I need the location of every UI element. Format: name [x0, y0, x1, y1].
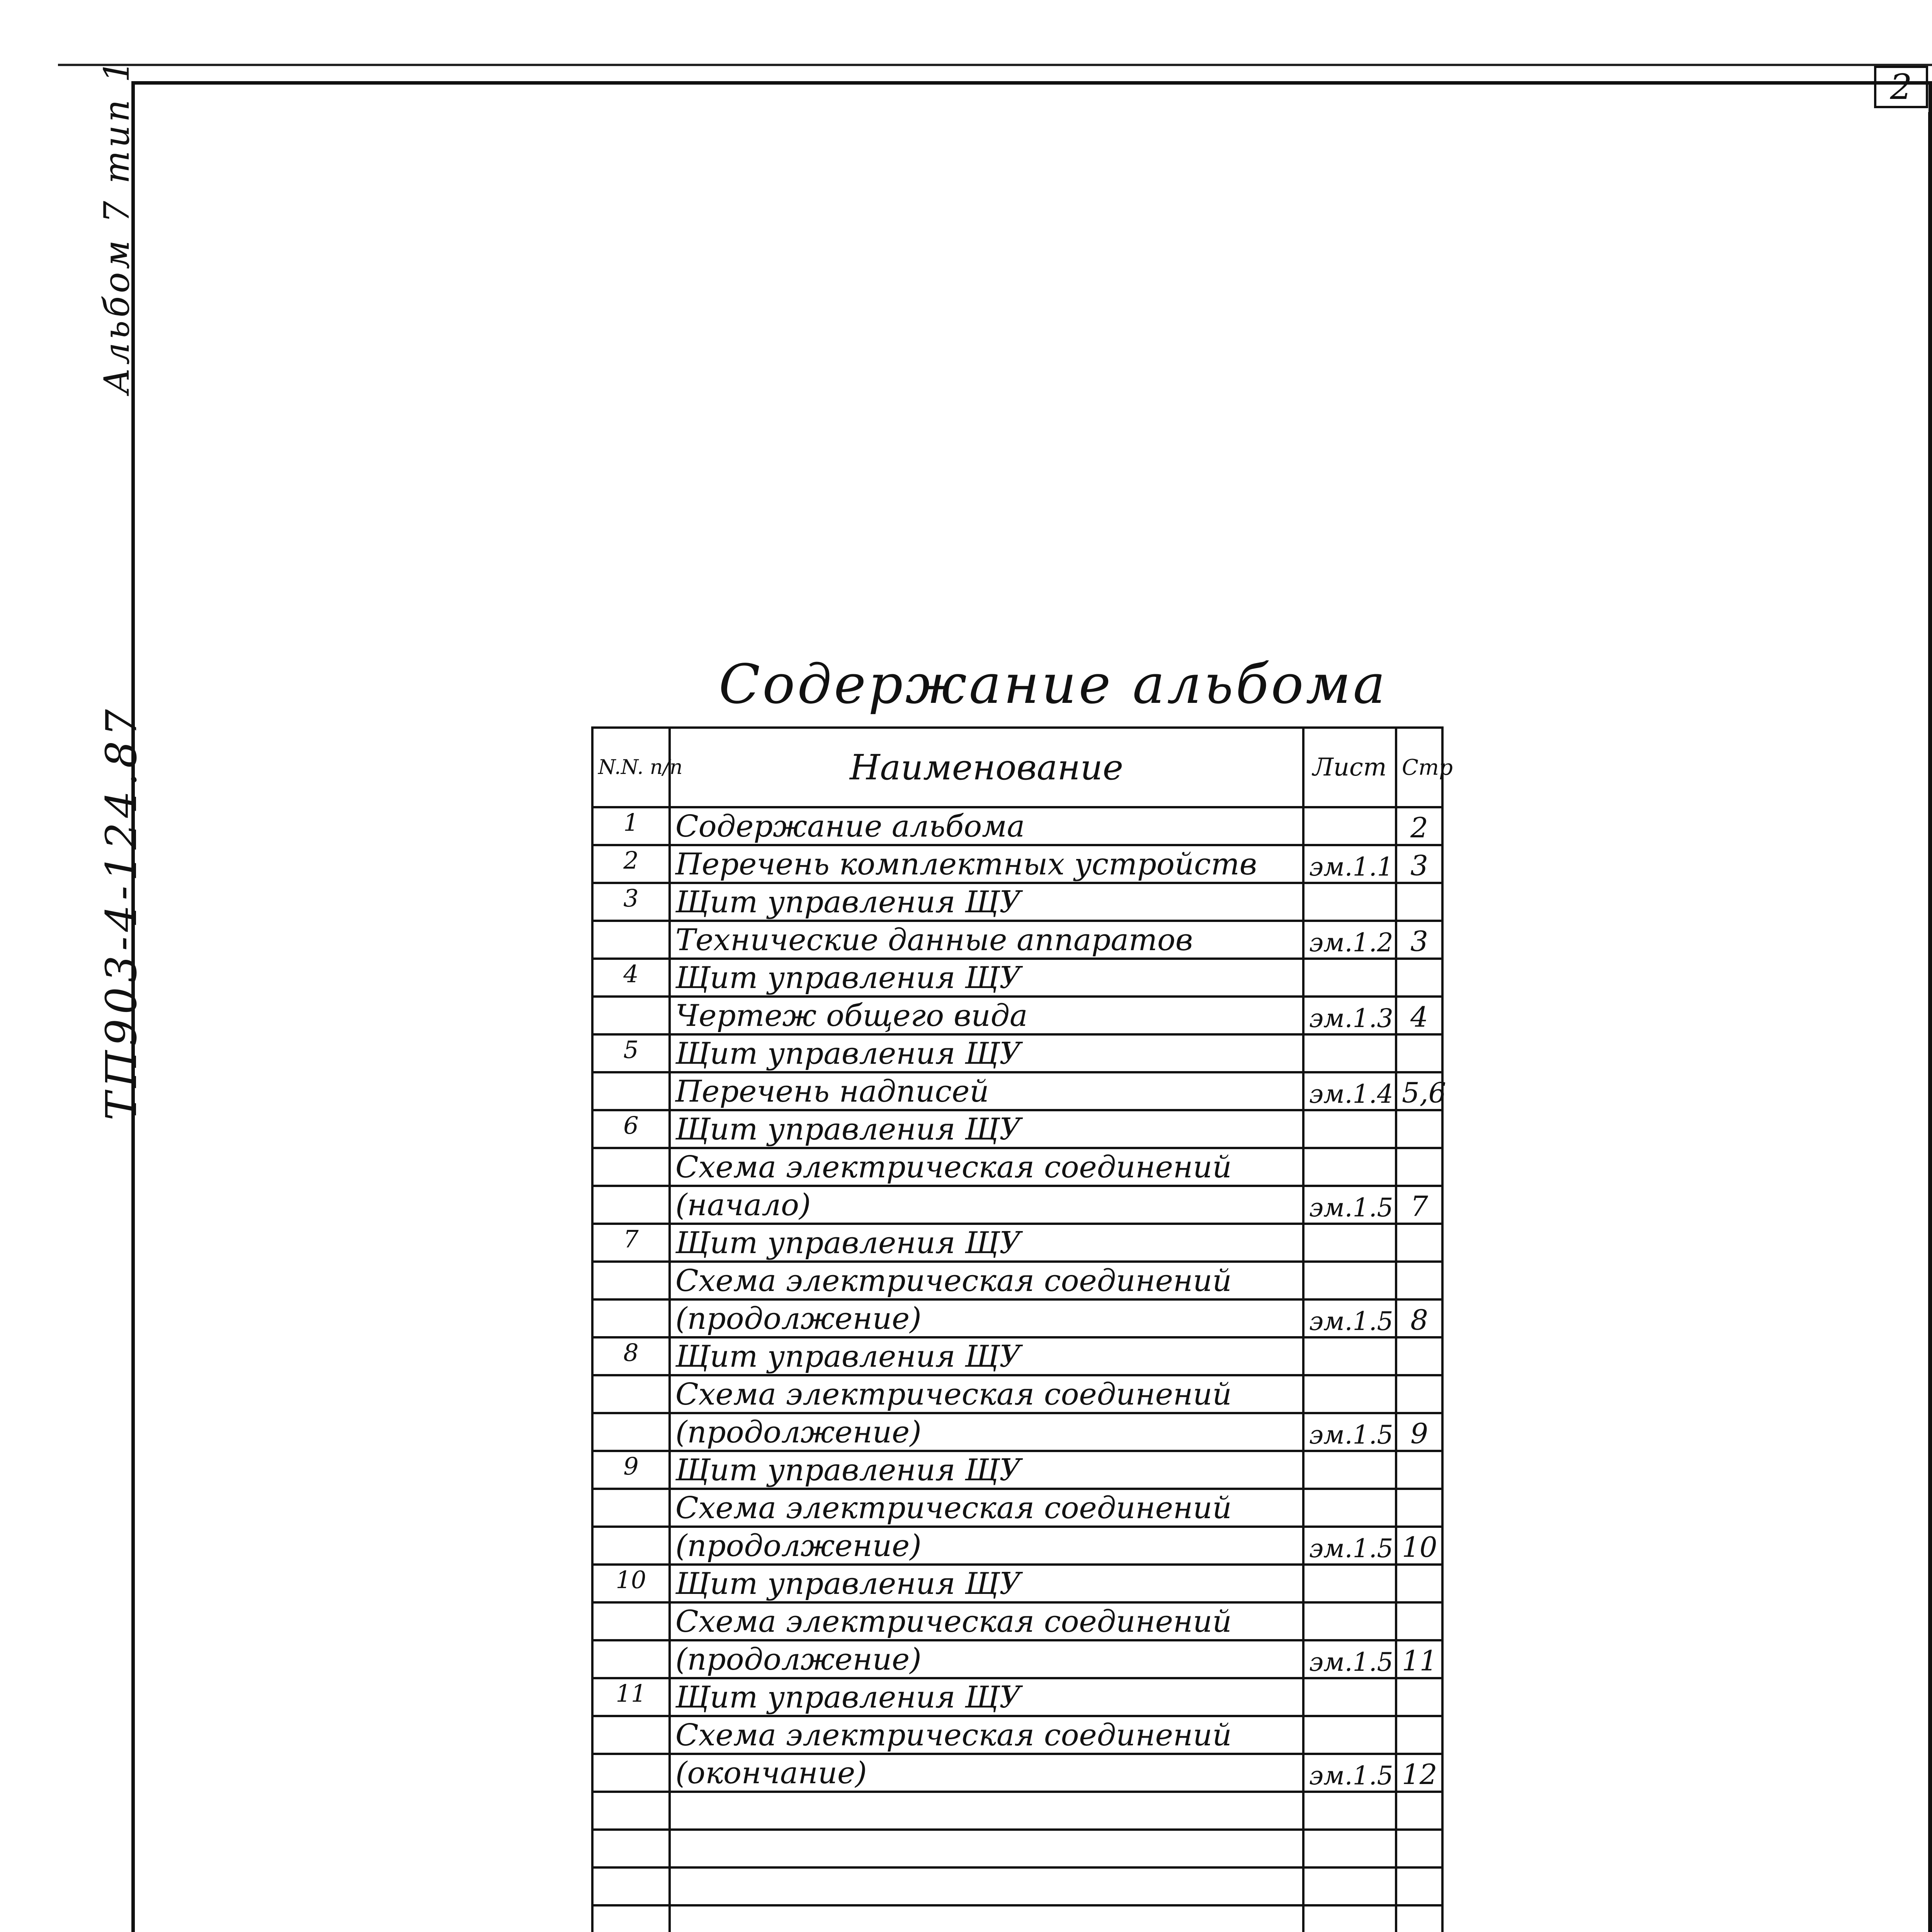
- row-page: 9: [1396, 1413, 1442, 1451]
- row-page: [1396, 959, 1442, 997]
- row-sheet: [1303, 1565, 1396, 1602]
- row-name: Схема электрическая соединений: [670, 1375, 1303, 1413]
- row-name: [670, 1830, 1303, 1867]
- row-name: Щит управления ЩУ: [670, 1565, 1303, 1602]
- table-row: [592, 1602, 1442, 1640]
- row-sheet: [1303, 1337, 1396, 1375]
- header-num: N.N. п/п: [592, 728, 670, 807]
- row-name: Схема электрическая соединений: [670, 1602, 1303, 1640]
- table-row: [592, 1262, 1442, 1299]
- table-row: [592, 1451, 1442, 1489]
- row-sheet: [1303, 1830, 1396, 1867]
- row-num: [592, 1527, 670, 1565]
- row-num: [592, 1640, 670, 1678]
- row-sheet: [1303, 1489, 1396, 1527]
- row-page: 3: [1396, 845, 1442, 883]
- row-sheet: [1303, 1375, 1396, 1413]
- row-name: Чертеж общего вида: [670, 997, 1303, 1034]
- row-page: [1396, 1830, 1442, 1867]
- row-sheet: эм.1.1: [1303, 845, 1396, 883]
- table-row: [592, 1527, 1442, 1565]
- table-row: [592, 1299, 1442, 1337]
- row-page: 5,6: [1396, 1072, 1442, 1110]
- row-sheet: [1303, 1110, 1396, 1148]
- row-page: 3: [1396, 921, 1442, 959]
- table-row: [592, 845, 1442, 883]
- row-num: 10: [592, 1565, 670, 1602]
- row-page: 2: [1396, 807, 1442, 845]
- row-name: Щит управления ЩУ: [670, 883, 1303, 921]
- row-page: [1396, 1792, 1442, 1830]
- row-sheet: эм.1.5: [1303, 1527, 1396, 1565]
- table-row: [592, 1754, 1442, 1792]
- row-sheet: [1303, 807, 1396, 845]
- contents-table: [591, 726, 1453, 1932]
- row-name: Щит управления ЩУ: [670, 1678, 1303, 1716]
- row-name: Содержание альбома: [670, 807, 1303, 845]
- row-sheet: [1303, 883, 1396, 921]
- row-sheet: [1303, 1716, 1396, 1754]
- project-code: ТП903-4-124.87: [97, 704, 146, 1121]
- table-row: [592, 883, 1442, 921]
- row-num: [592, 1299, 670, 1337]
- table-row: [592, 997, 1442, 1034]
- table-header-row: [592, 728, 1442, 807]
- table-row: [592, 1224, 1442, 1262]
- row-num: 11: [592, 1678, 670, 1716]
- row-sheet: эм.1.2: [1303, 921, 1396, 959]
- header-name: Наименование: [670, 728, 1303, 807]
- table-row: [592, 921, 1442, 959]
- row-num: [592, 1489, 670, 1527]
- table-row: [592, 1489, 1442, 1527]
- row-page: [1396, 1905, 1442, 1932]
- row-num: 3: [592, 883, 670, 921]
- table-row: [592, 1716, 1442, 1754]
- row-name: [670, 1867, 1303, 1905]
- table-row: [592, 1905, 1442, 1932]
- row-name: Схема электрическая соединений: [670, 1148, 1303, 1186]
- sheet-number: 2: [1874, 66, 1928, 108]
- row-page: 4: [1396, 997, 1442, 1034]
- row-name: Щит управления ЩУ: [670, 1224, 1303, 1262]
- row-num: [592, 921, 670, 959]
- row-num: [592, 1186, 670, 1224]
- table-row: [592, 807, 1442, 845]
- table-row: [592, 1375, 1442, 1413]
- row-page: 11: [1396, 1640, 1442, 1678]
- row-sheet: [1303, 1678, 1396, 1716]
- row-name: Щит управления ЩУ: [670, 1451, 1303, 1489]
- table-row: [592, 1034, 1442, 1072]
- right-frame-edge: [1928, 112, 1932, 1932]
- contents-body: [592, 807, 1446, 1932]
- row-name: Схема электрическая соединений: [670, 1262, 1303, 1299]
- table-row: [592, 1148, 1442, 1186]
- table-row: [592, 1678, 1442, 1716]
- table-row: [592, 1413, 1442, 1451]
- row-name: (продолжение): [670, 1640, 1303, 1678]
- row-sheet: эм.1.5: [1303, 1186, 1396, 1224]
- row-num: [592, 1148, 670, 1186]
- row-sheet: эм.1.5: [1303, 1754, 1396, 1792]
- row-page: [1396, 883, 1442, 921]
- row-page: [1396, 1337, 1442, 1375]
- row-name: Щит управления ЩУ: [670, 1034, 1303, 1072]
- row-name: (продолжение): [670, 1527, 1303, 1565]
- table-row: [592, 1110, 1442, 1148]
- row-page: [1396, 1489, 1442, 1527]
- row-page: [1396, 1867, 1442, 1905]
- row-sheet: [1303, 1262, 1396, 1299]
- row-sheet: [1303, 1034, 1396, 1072]
- row-num: [592, 1867, 670, 1905]
- table-row: [592, 959, 1442, 997]
- row-num: [592, 1754, 670, 1792]
- row-sheet: [1303, 1451, 1396, 1489]
- row-sheet: эм.1.3: [1303, 997, 1396, 1034]
- row-name: [670, 1905, 1303, 1932]
- row-name: [670, 1792, 1303, 1830]
- row-num: 1: [592, 807, 670, 845]
- top-border-line: [58, 64, 1932, 66]
- row-page: [1396, 1678, 1442, 1716]
- row-name: Схема электрическая соединений: [670, 1489, 1303, 1527]
- row-name: Перечень надписей: [670, 1072, 1303, 1110]
- row-page: [1396, 1262, 1442, 1299]
- row-name: (продолжение): [670, 1299, 1303, 1337]
- row-sheet: [1303, 1792, 1396, 1830]
- row-name: Щит управления ЩУ: [670, 1110, 1303, 1148]
- table-row: [592, 1186, 1442, 1224]
- row-page: [1396, 1451, 1442, 1489]
- row-num: [592, 1072, 670, 1110]
- row-sheet: [1303, 1224, 1396, 1262]
- row-page: 7: [1396, 1186, 1442, 1224]
- row-page: 12: [1396, 1754, 1442, 1792]
- row-page: [1396, 1375, 1442, 1413]
- row-name: Схема электрическая соединений: [670, 1716, 1303, 1754]
- row-page: [1396, 1716, 1442, 1754]
- row-sheet: [1303, 959, 1396, 997]
- album-label: Альбом 7 тип 1: [97, 57, 137, 394]
- table-row: [592, 1565, 1442, 1602]
- document-title: Содержание альбома: [719, 653, 1388, 716]
- header-page: Стр: [1396, 728, 1442, 807]
- row-num: [592, 1602, 670, 1640]
- row-sheet: [1303, 1602, 1396, 1640]
- table-row: [592, 1792, 1442, 1830]
- row-sheet: [1303, 1905, 1396, 1932]
- row-num: 4: [592, 959, 670, 997]
- row-page: 10: [1396, 1527, 1442, 1565]
- row-name: (продолжение): [670, 1413, 1303, 1451]
- row-num: [592, 1716, 670, 1754]
- row-sheet: эм.1.5: [1303, 1640, 1396, 1678]
- row-num: 7: [592, 1224, 670, 1262]
- row-num: [592, 997, 670, 1034]
- row-num: 9: [592, 1451, 670, 1489]
- table-row: [592, 1867, 1442, 1905]
- row-num: [592, 1830, 670, 1867]
- row-page: 8: [1396, 1299, 1442, 1337]
- row-page: [1396, 1110, 1442, 1148]
- row-num: [592, 1792, 670, 1830]
- row-num: [592, 1905, 670, 1932]
- table-row: [592, 1337, 1442, 1375]
- row-sheet: эм.1.5: [1303, 1413, 1396, 1451]
- row-name: (окончание): [670, 1754, 1303, 1792]
- row-page: [1396, 1565, 1442, 1602]
- row-name: (начало): [670, 1186, 1303, 1224]
- header-sheet: Лист: [1303, 728, 1396, 807]
- row-page: [1396, 1602, 1442, 1640]
- row-sheet: [1303, 1148, 1396, 1186]
- row-num: 5: [592, 1034, 670, 1072]
- row-sheet: эм.1.4: [1303, 1072, 1396, 1110]
- row-page: [1396, 1034, 1442, 1072]
- table-row: [592, 1640, 1442, 1678]
- row-name: Щит управления ЩУ: [670, 1337, 1303, 1375]
- row-num: [592, 1375, 670, 1413]
- row-sheet: [1303, 1867, 1396, 1905]
- row-page: [1396, 1224, 1442, 1262]
- row-name: Технические данные аппаратов: [670, 921, 1303, 959]
- row-name: Щит управления ЩУ: [670, 959, 1303, 997]
- row-num: [592, 1262, 670, 1299]
- row-num: 8: [592, 1337, 670, 1375]
- row-name: Перечень комплектных устройств: [670, 845, 1303, 883]
- row-num: [592, 1413, 670, 1451]
- row-page: [1396, 1148, 1442, 1186]
- table-row: [592, 1830, 1442, 1867]
- row-num: 6: [592, 1110, 670, 1148]
- row-sheet: эм.1.5: [1303, 1299, 1396, 1337]
- row-num: 2: [592, 845, 670, 883]
- table-row: [592, 1072, 1442, 1110]
